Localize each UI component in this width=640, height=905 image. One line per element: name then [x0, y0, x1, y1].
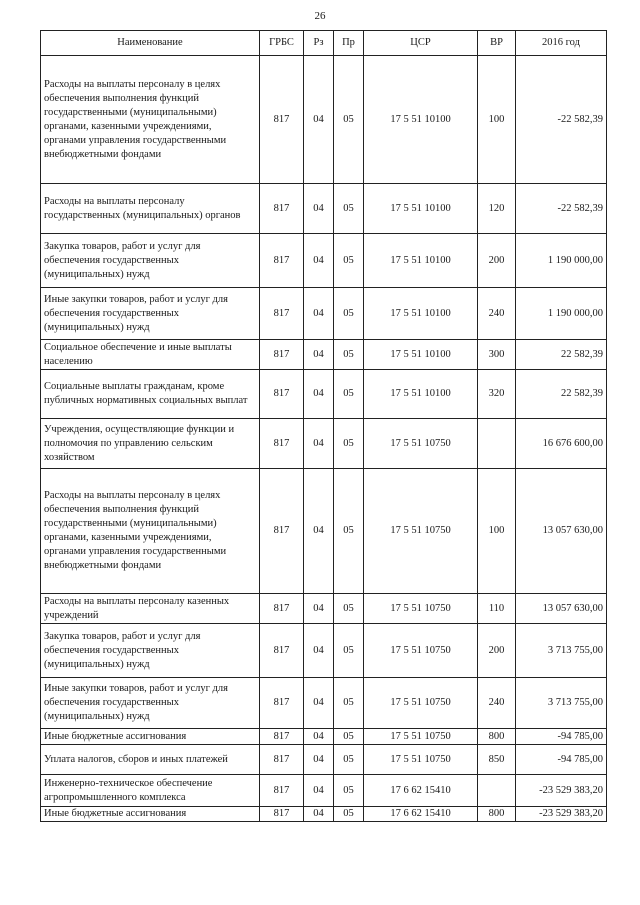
name-cell: Расходы на выплаты персоналу в целях обеспечения выполнения функций государственными (муниципальными) органами, казенными учреждениями, органами управления государственными внебюджетными фондами [41, 56, 260, 184]
name-cell: Расходы на выплаты персоналу в целях обеспечения выполнения функций государственными (муниципальными) органами, казенными учреждениями, органами управления государственными внебюджетными фондами [41, 469, 260, 594]
csr-cell: 17 5 51 10750 [364, 419, 478, 469]
vr-cell: 200 [478, 624, 516, 678]
rz-cell: 04 [304, 419, 334, 469]
amount-cell: 13 057 630,00 [516, 594, 607, 624]
rz-cell: 04 [304, 469, 334, 594]
rz-cell: 04 [304, 729, 334, 745]
vr-cell: 100 [478, 56, 516, 184]
amount-cell: 22 582,39 [516, 340, 607, 370]
grbs-cell: 817 [260, 288, 304, 340]
table-header-row [41, 31, 607, 56]
table-row [41, 775, 607, 807]
grbs-cell: 817 [260, 678, 304, 729]
rz-cell: 04 [304, 775, 334, 807]
vr-cell: 110 [478, 594, 516, 624]
grbs-cell: 817 [260, 775, 304, 807]
csr-cell: 17 6 62 15410 [364, 807, 478, 822]
amount-cell: 1 190 000,00 [516, 234, 607, 288]
table-row [41, 56, 607, 184]
grbs-cell: 817 [260, 469, 304, 594]
header-pr: Пр [334, 31, 364, 56]
vr-cell [478, 775, 516, 807]
csr-cell: 17 5 51 10100 [364, 234, 478, 288]
grbs-cell: 817 [260, 340, 304, 370]
pr-cell: 05 [334, 624, 364, 678]
header-csr: ЦСР [364, 31, 478, 56]
pr-cell: 05 [334, 288, 364, 340]
pr-cell: 05 [334, 340, 364, 370]
pr-cell: 05 [334, 729, 364, 745]
grbs-cell: 817 [260, 419, 304, 469]
pr-cell: 05 [334, 594, 364, 624]
vr-cell: 300 [478, 340, 516, 370]
table-row [41, 419, 607, 469]
header-year-2016: 2016 год [516, 31, 607, 56]
rz-cell: 04 [304, 745, 334, 775]
csr-cell: 17 5 51 10750 [364, 729, 478, 745]
table-row [41, 340, 607, 370]
rz-cell: 04 [304, 624, 334, 678]
csr-cell: 17 5 51 10750 [364, 678, 478, 729]
csr-cell: 17 5 51 10750 [364, 469, 478, 594]
table-row [41, 678, 607, 729]
name-cell: Иные бюджетные ассигнования [41, 729, 260, 745]
csr-cell: 17 6 62 15410 [364, 775, 478, 807]
amount-cell: 1 190 000,00 [516, 288, 607, 340]
grbs-cell: 817 [260, 370, 304, 419]
name-cell: Закупка товаров, работ и услуг для обеспечения государственных (муниципальных) нужд [41, 234, 260, 288]
grbs-cell: 817 [260, 729, 304, 745]
table-row [41, 234, 607, 288]
pr-cell: 05 [334, 469, 364, 594]
csr-cell: 17 5 51 10750 [364, 594, 478, 624]
rz-cell: 04 [304, 807, 334, 822]
amount-cell: -23 529 383,20 [516, 807, 607, 822]
header-name: Наименование [41, 31, 260, 56]
name-cell: Инженерно-техническое обеспечение агропромышленного комплекса [41, 775, 260, 807]
name-cell: Расходы на выплаты персоналу государственных (муниципальных) органов [41, 184, 260, 234]
grbs-cell: 817 [260, 184, 304, 234]
rz-cell: 04 [304, 234, 334, 288]
budget-table [40, 30, 607, 822]
name-cell: Закупка товаров, работ и услуг для обеспечения государственных (муниципальных) нужд [41, 624, 260, 678]
pr-cell: 05 [334, 234, 364, 288]
pr-cell: 05 [334, 745, 364, 775]
rz-cell: 04 [304, 340, 334, 370]
table-row [41, 729, 607, 745]
csr-cell: 17 5 51 10100 [364, 56, 478, 184]
table-row [41, 745, 607, 775]
csr-cell: 17 5 51 10100 [364, 370, 478, 419]
rz-cell: 04 [304, 184, 334, 234]
amount-cell: 3 713 755,00 [516, 678, 607, 729]
header-rz: Рз [304, 31, 334, 56]
table-row [41, 184, 607, 234]
table-row [41, 370, 607, 419]
vr-cell: 320 [478, 370, 516, 419]
amount-cell: -94 785,00 [516, 729, 607, 745]
grbs-cell: 817 [260, 745, 304, 775]
amount-cell: -22 582,39 [516, 56, 607, 184]
grbs-cell: 817 [260, 807, 304, 822]
rz-cell: 04 [304, 678, 334, 729]
name-cell: Уплата налогов, сборов и иных платежей [41, 745, 260, 775]
amount-cell: 22 582,39 [516, 370, 607, 419]
name-cell: Социальное обеспечение и иные выплаты населению [41, 340, 260, 370]
pr-cell: 05 [334, 807, 364, 822]
name-cell: Расходы на выплаты персоналу казенных учреждений [41, 594, 260, 624]
amount-cell: -23 529 383,20 [516, 775, 607, 807]
pr-cell: 05 [334, 184, 364, 234]
grbs-cell: 817 [260, 234, 304, 288]
name-cell: Социальные выплаты гражданам, кроме публичных нормативных социальных выплат [41, 370, 260, 419]
amount-cell: -22 582,39 [516, 184, 607, 234]
pr-cell: 05 [334, 678, 364, 729]
pr-cell: 05 [334, 56, 364, 184]
csr-cell: 17 5 51 10750 [364, 745, 478, 775]
vr-cell: 240 [478, 288, 516, 340]
amount-cell: 3 713 755,00 [516, 624, 607, 678]
grbs-cell: 817 [260, 624, 304, 678]
rz-cell: 04 [304, 594, 334, 624]
rz-cell: 04 [304, 288, 334, 340]
rz-cell: 04 [304, 370, 334, 419]
vr-cell [478, 419, 516, 469]
vr-cell: 800 [478, 807, 516, 822]
csr-cell: 17 5 51 10100 [364, 340, 478, 370]
pr-cell: 05 [334, 775, 364, 807]
amount-cell: 13 057 630,00 [516, 469, 607, 594]
amount-cell: 16 676 600,00 [516, 419, 607, 469]
csr-cell: 17 5 51 10100 [364, 288, 478, 340]
header-vr: ВР [478, 31, 516, 56]
vr-cell: 800 [478, 729, 516, 745]
pr-cell: 05 [334, 419, 364, 469]
page-number: 26 [314, 10, 326, 22]
name-cell: Иные закупки товаров, работ и услуг для обеспечения государственных (муниципальных) нужд [41, 288, 260, 340]
vr-cell: 120 [478, 184, 516, 234]
table-row [41, 807, 607, 822]
grbs-cell: 817 [260, 594, 304, 624]
vr-cell: 240 [478, 678, 516, 729]
pr-cell: 05 [334, 370, 364, 419]
table-row [41, 624, 607, 678]
table-row [41, 469, 607, 594]
rz-cell: 04 [304, 56, 334, 184]
table-row [41, 594, 607, 624]
vr-cell: 850 [478, 745, 516, 775]
vr-cell: 200 [478, 234, 516, 288]
name-cell: Учреждения, осуществляющие функции и полномочия по управлению сельским хозяйством [41, 419, 260, 469]
amount-cell: -94 785,00 [516, 745, 607, 775]
name-cell: Иные бюджетные ассигнования [41, 807, 260, 822]
name-cell: Иные закупки товаров, работ и услуг для обеспечения государственных (муниципальных) нужд [41, 678, 260, 729]
csr-cell: 17 5 51 10100 [364, 184, 478, 234]
vr-cell: 100 [478, 469, 516, 594]
grbs-cell: 817 [260, 56, 304, 184]
csr-cell: 17 5 51 10750 [364, 624, 478, 678]
table-row [41, 288, 607, 340]
header-grbs: ГРБС [260, 31, 304, 56]
